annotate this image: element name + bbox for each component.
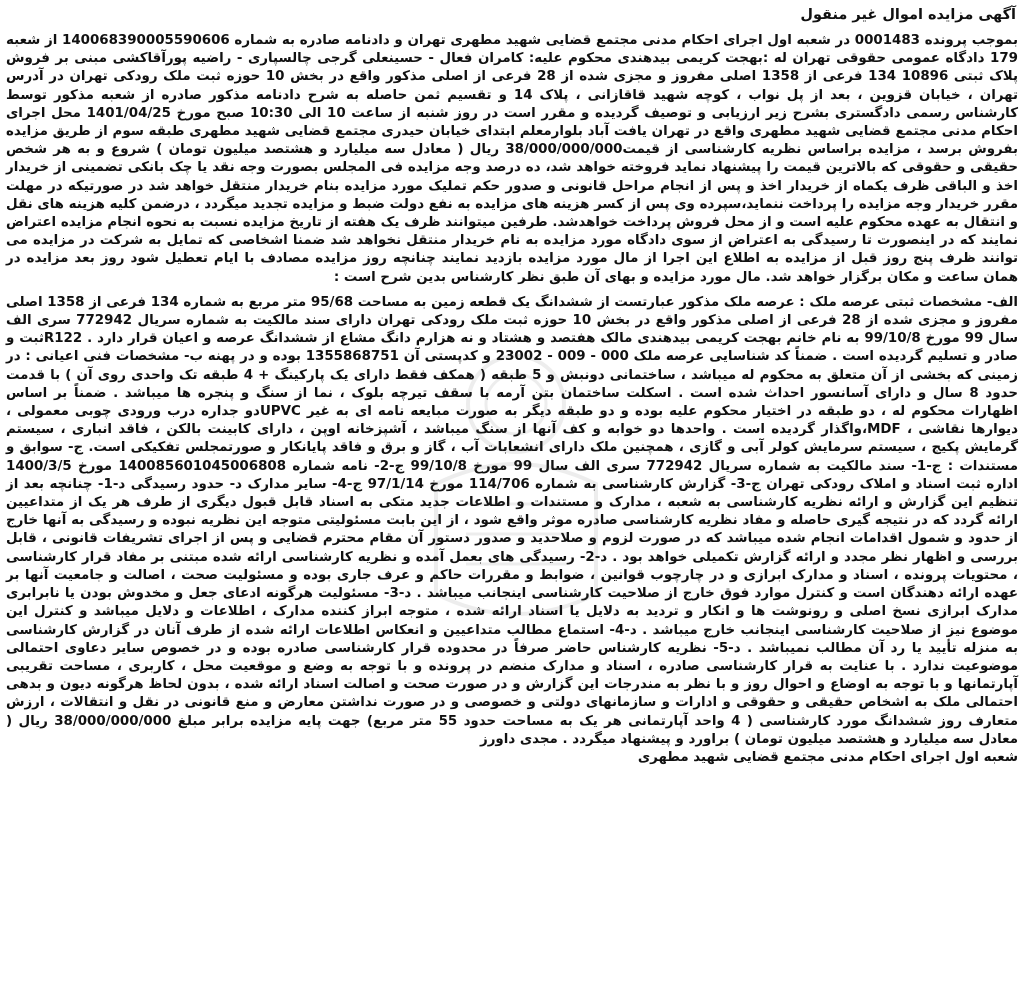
notice-document [6, 4, 1018, 980]
issuing-branch-signature: شعبه اول اجرای احکام مدنی مجتمع قضایی شهید مطهری [637, 749, 1018, 765]
notice-paragraph-main: بموجب پرونده 0001483 در شعبه اول اجرای احکام مدنی مجتمع قضایی شهید مطهری تهران و دادنامه صادره به شماره 140068390005590606 از شعبه 179 دادگاه عمومی حقوقی تهران له :بهجت کریمی بیدهندی محکوم علیه: کامران فعال - حسینعلی گرجی چالسپاری - راضیه پورآقاکشی مبنی بر فروش پلاک ثبتی 10896 134 فرعی از 1358 اصلی مفروز و مجزی شده از 28 فرعی از اصلی مذکور واقع در بخش 10 حوزه ثبت ملک رودکی تهران در آدرس تهران ، خیابان قزوین ، بعد از پل نواب ، کوچه شهید قاقازانی ، پلاک 14 و تقسیم ثمن حاصله به شرح دادنامه مذکور صادره از شعبه مذکور توسط کارشناس رسمی دادگستری بشرح زیر ارزیابی و توصیف گردیده و مقرر است در روز شنبه از ساعت 10 الی 10:30 صبح مورخ 1401/04/25 محل اجرای احکام مدنی مجتمع قضایی شهید مطهری واقع در تهران یافت آباد بلوارمعلم ابتدای خیابان حیدری مجتمع قضایی شهید مطهری طبقه سوم از طریق مزایده بفروش برسد ، مزایده براساس نظریه کارشناسی از قیمت38/000/000/000 ریال ( معادل سه میلیارد و هشتصد میلیون تومان ) شروع و به هر شخص حقیقی و حقوقی که بالاترین قیمت را پیشنهاد نماید فروخته خواهد شد، ده درصد وجه مزایده فی المجلس بصورت وجه نقد یا چک بانکی تضمینی از خریدار اخذ و الباقی ظرف یکماه از خریدار اخذ و پس از انجام مراحل قانونی و صدور حکم تملیک مورد مزایده بنام خریدار منتقل خواهد شد در صورتیکه در مهلت مقرر خریدار وجه مزایده را پرداخت ننماید،سپرده وی پس از کسر هزینه های مزایده به نفع دولت ضبط و مزایده تجدید میگردد ، درضمن کلیه هزینه های نقل و انتقال به عهده محکوم علیه است و از محل فروش پرداخت خواهدشد. طرفین میتوانند ظرف یک هفته از تاریخ مزایده نسبت به نحوه انجام مزایده اعتراض نمایند که در اینصورت تا رسیدگی به اعتراض از سوی دادگاه مورد مزایده به نام خریدار منتقل نخواهد شد ضمنا اشخاصی که تمایل به شرکت در مزایده می توانند ظرف پنج روز قبل از مزایده به اطلاع این اجرا از مال مورد مزایده بازدید نمایند چنانچه روز مزایده مصادف با ایام تعطیل شود روز بعد مزایده در همان ساعت و مکان برگزار خواهد شد. مال مورد مزایده و بهای آن طبق نظر کارشناس بدین شرح است : [6, 33, 1019, 285]
notice-title: آگهی مزایده اموال غیر منقول [800, 7, 1016, 23]
notice-paragraph-property-details: الف- مشخصات ثبتی عرصه ملک : عرصه ملک مذکور عبارتست از ششدانگ یک قطعه زمین به مساحت 95/68 متر مربع به شماره 134 فرعی از 1358 اصلی مفروز و مجزی شده از 28 فرعی از اصلی مذکور واقع در بخش 10 حوزه ثبت ملک رودکی تهران دارای سند مالکیت به شماره سریال 772942 سری الف سال 99 مورخ 99/10/8 به نام خانم بهجت کریمی بیدهندی مالک هفتصد و هشتاد و نه هزارم دانگ مشاع از ششدانگ عرصه و اعیان قرار دارد . R122ثبت و صادر و تسلیم گردیده است . ضمناً کد شناسایی عرصه ملک 000 - 009 - 23002 و کدپستی آن 1355868751 بوده و در پهنه ب- مشخصات فنی اعیانی : در زمینی که بخشی از آن متعلق به محکوم له میباشد ، ساختمانی دونبش و 5 طبقه ( همکف فقط دارای یک پارکینگ + 4 طبقه تک واحدی روی آن ) با قدمت حدود 8 سال و دارای آسانسور احداث شده است . اسکلت ساختمان بتن آرمه با سقف تیرچه بلوک ، نما از سنگ و پنجره ها میباشد . ضمناً بر اساس اظهارات محکوم له ، دو طبقه در اختیار محکوم علیه بوده و دو طبقه دیگر به صورت مبایعه نامه ای به غیر UPVCدو جداره درب ورودی چوبی معمولی ، دیوارها نقاشی ، MDF،واگذار گردیده است . واحدها دو خوابه و کف آنها از سنگ میباشد ، آشپزخانه اوپن ، دارای کابینت بالکن ، فاقد انباری ، سیستم گرمایش پکیج ، سیستم سرمایش کولر آبی و گازی ، همچنین ملک دارای انشعابات آب ، گاز و برق و فاقد پایانکار و صورتمجلس تفکیکی است. ج- سوابق و مستندات : ج-1- سند مالکیت به شماره سریال 772942 سری الف سال 99 مورخ 99/10/8 ج-2- نامه شماره 140085601045006808 مورخ 1400/3/5 اداره ثبت اسناد و املاک رودکی تهران ج-3- گزارش کارشناسی به شماره 114/706 مورخ 97/1/14 ج-4- سایر مدارک د- حدود رسیدگی د-1- چنانچه بعد از تنظیم این گزارش و ارائه نظریه کارشناسی به شعبه ، مدارک و مستندات و اطلاعات جدید متکی به اسناد قابل قبول دیگری از طرف هر یک از متداعیین ارائه گردد که در نتیجه گیری حاصله و مفاد نظریه کارشناسی صادره موثر واقع شود ، از این بابت مسئولیتی متوجه این نظریه نبوده و رسیدگی به آنها خارج از حدود و شمول اقدامات انجام شده میباشد که در صورت لزوم و صلاحدید و صدور دستور آن مقام محترم قضایی و پس از اجرای تشریفات قانونی ، قابل بررسی و اظهار نظر مجدد و ارائه گزارش تکمیلی خواهد بود . د-2- رسیدگی های بعمل آمده و نظریه کارشناسی ارائه شده مبتنی بر مفاد قرار کارشناسی ، محتویات پرونده ، اسناد و مدارک ابرازی و در چارچوب قوانین ، ضوابط و مقررات حاکم و عرف جاری بوده و مسئولیت صحت ، اصالت و جامعیت آنها بر عهده ارائه دهندگان است و کنترل موارد فوق خارج از صلاحیت کارشناسی اینجانب میباشد . د-3- مسئولیت هرگونه ادعای جعل و مخدوش بودن یا نابرابری مدارک ابرازی نسخ اصلی و رونوشت ها و انکار و تردید به دلایل یا اسناد ارائه شده ، متوجه ابراز کننده مدارک ، اطلاعات و دلایل میباشد و کنترل این موضوع نیز از صلاحیت کارشناسی اینجانب خارج میباشد . د-4- استماع مطالب متداعیین و انعکاس اطلاعات ارائه شده از طرف آنان در گزارش کارشناسی به منزله تأیید یا رد آن مطالب نمیباشد . د-5- نظریه کارشناس حاضر صرفاً در محدوده قرار کارشناسی صادره بوده و در خصوص سایر دعاوی احتمالی موضوعیت ندارد . با عنایت به قرار کارشناسی صادره ، اسناد و مدارک منضم در پرونده و با توجه به وضع و موقعیت محل ، کاربری ، مساحت تقریبی آپارتمانها و با توجه به اوضاع و احوال روز و با نظر به مندرجات این گزارش و در صورت صحت و اصالت اسناد ارائه شده ، بدون لحاظ هرگونه دیون و بدهی احتمالی ملک به اشخاص حقیقی و حقوقی و ادارات و سازمانهای دولتی و خصوصی و در صورت نداشتن معارض و منع قانونی در نقل و انتقالات ، ارزش متعارف روز ششدانگ مورد کارشناسی ( 4 واحد آپارتمانی هر یک به مساحت حدود 55 متر مربع) جهت پایه مزایده برابر مبلغ 38/000/000/000 ریال ( معادل سه میلیارد و هشتصد میلیون تومان ) براورد و پیشنهاد میگردد . مجدی داورز [6, 294, 1019, 747]
